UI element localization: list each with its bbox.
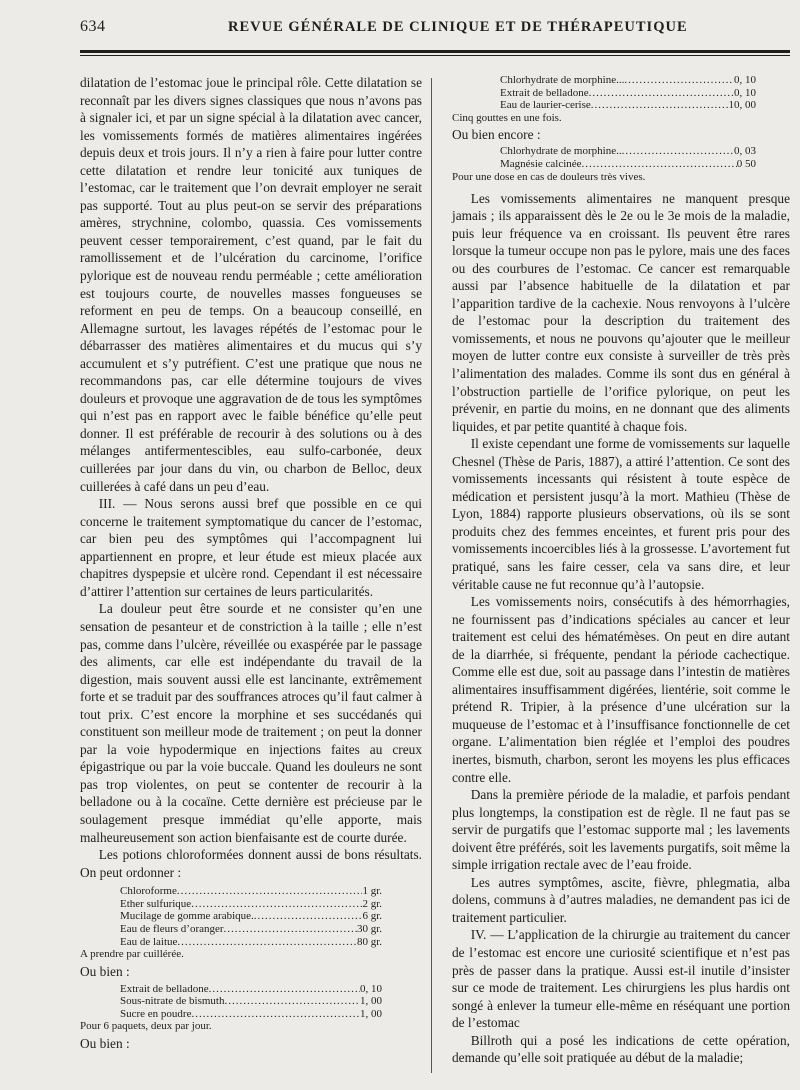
paragraph: Billroth qui a posé les indications de cette opération, demande qu’elle soit pratiquée au début de la maladie;: [452, 1032, 790, 1066]
paragraph: Les vomissements noirs, consécutifs à des hémorrhagies, ne fournissent pas d’indications spéciales au cancer et leur traitement est celui des hématémèses. On peut en dire autant de la diarrhée, si fréquente, pendant la période cachectique. Comme elle est due, soit au passage dans l’intestin de matières alimentaires insuffisamment digérées, lientérie, soit comme le prétend R. Tripier, à la présence d’une ulcération sur la muqueuse de l’estomac et à l’insuffisance fonctionnelle de cet organe. L’alimentation bien réglée et l’emploi des poudres inertes, bismuth, charbon, seront les moyens les plus efficaces contre elle.: [452, 594, 790, 785]
paragraph: dilatation de l’estomac joue le principal rôle. Cette dilatation se reconnaît par les divers signes classiques que nous n’avons pas à signaler ici, et par un signe spécial à la dilatation avec cancer, les vomissements formés de matières alimentaires ingérées depuis deux et trois jours. Il n’y a rien à faire pour lutter contre cette dilatation et rendre leur tonicité aux tuniques de l’estomac, car le traitement que l’on devrait employer ne serait pas supporté. Tout au plus peut-on se servir des préparations amères, strychnine, colombo, quassia. Ces vomissements peuvent cesser temporairement, c’est quand, par le fait du ramollissement et de l’ulcération du carcinome, l’orifice pylorique est de nouveau rendu perméable ; cette amélioration est toujours courte, de nouvelles masses fongueuses se reforment en peu de temps. On a beaucoup conseillé, en Allemagne surtout, les lavages répétés de l’estomac pour le débarrasser des matières alimentaires et du mucus qui s’y accumulent et s’y putréfient. C’est une pratique que nous ne recommandons pas, car elle détermine toujours de vives douleurs et provoque une aggravation de de tous les symptômes qui n’est pas en rapport avec le faible bénéfice qu’elle peut donner. Il est préférable de recourir à des solutions ou à des mélanges antifermentescibles, eau sulfo-carbonée, deux cuillerées par jour dans du vin, ou charbon de Belloc, deux cuillerées à café dans un peu d’eau.: [80, 75, 422, 494]
right-column: [452, 74, 790, 1067]
left-column: [80, 74, 422, 1053]
paragraph: Dans la première période de la maladie, et parfois pendant plus longtemps, la constipation est de règle. Il ne faut pas se servir de purgatifs que l’estomac supporte mal ; les lavements doivent être préférés, soit les lavements purgatifs, soit même la simple irrigation rectale avec de l’eau froide.: [452, 787, 790, 873]
prescription-note: A prendre par cuillérée.: [80, 948, 184, 961]
running-title: REVUE GÉNÉRALE DE CLINIQUE ET DE THÉRAPEUTIQUE: [228, 19, 688, 35]
alternative-label: Ou bien encore :: [452, 126, 541, 142]
column-divider: [431, 78, 432, 1073]
prescription-line: Eau de laurier-cerise ..... 10, 00: [500, 99, 756, 112]
prescription-line: Chlorhydrate de morphine... ..... 0, 10: [500, 74, 756, 87]
prescription-line: Extrait de belladone ..... 0, 10: [120, 983, 382, 996]
alternative-label: Ou bien :: [80, 964, 130, 980]
paragraph: Les vomissements alimentaires ne manquent presque jamais ; ils apparaissent dès le 2e ou le 3e mois de la maladie, puis leur fréquence va en croissant. Ils peuvent être rares lorsque la tumeur occupe non pas le pylore, mais une des faces ou des courbures de l’estomac. Ce cancer est remarquable aussi par l’absence habituelle de la dilatation et par l’apparition tardive de la cachexie. Nous renvoyons à l’ulcère de l’estomac pour la description du traitement des vomissements, et nous ne pouvons qu’ajouter que le meilleur moyen de lutter contre eux consiste à surveiller de très près l’alimentation des malades. Comme ils sont dus en général à l’obstruction partielle de l’orifice pylorique, on peut les prévenir, en partie du moins, en ne donnant que des aliments liquides, et par petite quantité à chaque fois.: [452, 190, 790, 434]
alternative-label: Ou bien :: [80, 1036, 130, 1052]
header-rule-thick: [80, 50, 790, 53]
prescription-4: [500, 145, 756, 170]
prescription-line: Eau de laitue ..... 80 gr.: [120, 936, 382, 949]
prescription-line: Chlorhydrate de morphine.. ..... 0, 03: [500, 145, 756, 158]
page-number: 634: [80, 18, 106, 35]
prescription-3: [500, 74, 756, 112]
prescription-line: Sucre en poudre ..... 1, 00: [120, 1008, 382, 1021]
prescription-line: Magnésie calcinée ..... 0 50: [500, 158, 756, 171]
paragraph: Les autres symptômes, ascite, fièvre, phlegmatia, alba dolens, communs à d’autres maladies, ne demandent pas ici de traitement particulier.: [452, 874, 790, 925]
prescription-line: Mucilage de gomme arabique. ..... 6 gr.: [120, 910, 382, 923]
prescription-line: Extrait de belladone ..... 0, 10: [500, 87, 756, 100]
prescription-note: Pour 6 paquets, deux par jour.: [80, 1020, 212, 1033]
paragraph: La douleur peut être sourde et ne consister qu’en une sensation de pesanteur et de constriction à la taille ; elle n’est pas, comme dans l’ulcère, réveillée ou exaspérée par le passage des aliments, car elle est indépendante du travail de la digestion, mais souvent aussi elle est lancinante, extrêmement forte et se traduit par des souffrances atroces qu’il faut calmer à tout prix. C’est encore la morphine et ses succédanés qui constituent son meilleur mode de traitement ; on peut la donner par la voie hypodermique en injections faites au creux épigastrique ou par la voie buccale. Quand les douleurs ne sont pas trop violentes, on peut se contenter de recourir à la belladone ou à la cocaïne. Cette dernière est précieuse par le soulagement presque immédiat qu’elle apporte, mais malheureusement son action bienfaisante est de courte durée.: [80, 601, 422, 845]
prescription-note: Pour une dose en cas de douleurs très vives.: [452, 170, 646, 183]
header-rule-thin: [80, 55, 790, 56]
paragraph: Les potions chloroformées donnent aussi de bons résultats. On peut ordonner :: [80, 847, 422, 880]
prescription-2: [120, 983, 382, 1021]
prescription-1: [120, 885, 382, 948]
paragraph: IV. — L’application de la chirurgie au traitement du cancer de l’estomac est encore une curiosité scientifique et n’est pas près de passer dans la pratique. Aussi est-il inutile d’insister sur ce mode de traitement. Les chirurgiens les plus hardis ont songé à enlever la tumeur elle-même en réséquant une portion de l’estomac: [452, 927, 790, 1031]
prescription-note: Cinq gouttes en une fois.: [452, 111, 562, 124]
prescription-line: Chloroforme ..... 1 gr.: [120, 885, 382, 898]
page-header: [80, 16, 786, 42]
prescription-line: Eau de fleurs d’oranger ..... 30 gr.: [120, 923, 382, 936]
prescription-line: Ether sulfurique ..... 2 gr.: [120, 898, 382, 911]
paragraph: Il existe cependant une forme de vomissements sur laquelle Chesnel (Thèse de Paris, 1887), a attiré l’attention. Ce sont des vomissements incessants qui résistent à toute espèce de médication et persistent jusqu’à la mort. Mathieu (Thèse de Lyon, 1884) rapporte plusieurs observations, où ils se sont produits chez des femmes enceintes, et furent pris pour des vomissements incoercibles liés à la grossesse. L’avortement fut pratiqué, sans les faire cesser, cela va sans dire, et leur véritable cause ne fut reconnue qu’à l’autopsie.: [452, 436, 790, 592]
prescription-line: Sous-nitrate de bismuth ..... 1, 00: [120, 995, 382, 1008]
paragraph: III. — Nous serons aussi bref que possible en ce qui concerne le traitement symptomatique du cancer de l’estomac, car bien peu des symptômes qui l’accompagnent lui appartiennent en propre, et leur étude est mieux placée aux chapitres dyspepsie et ulcère rond. Cependant il est nécessaire d’attirer l’attention sur certaines de leurs particularités.: [80, 496, 422, 599]
